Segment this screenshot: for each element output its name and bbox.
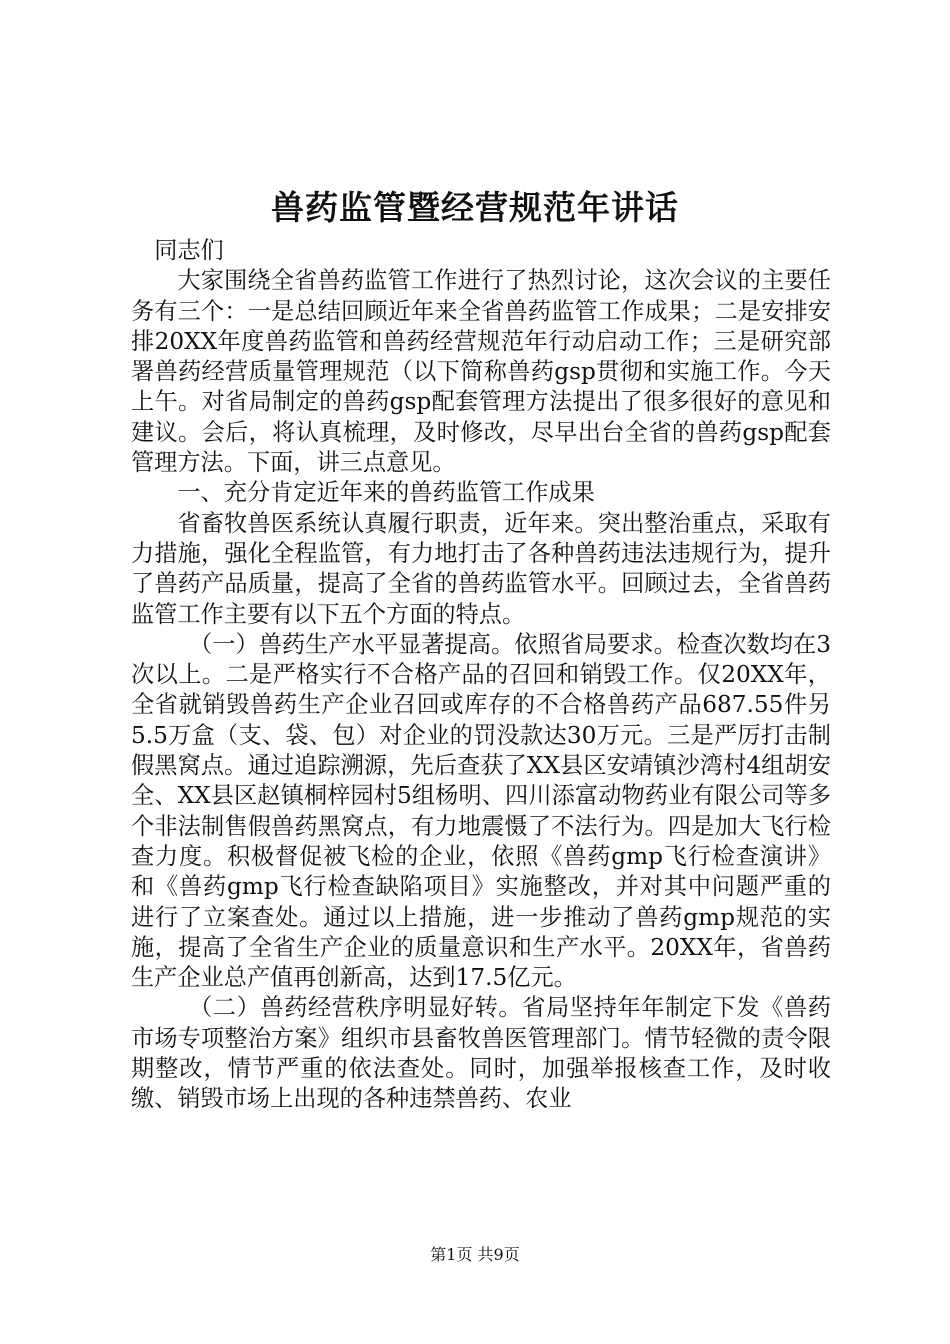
paragraph-subsection-2: （二）兽药经营秩序明显好转。省局坚持年年制定下发《兽药市场专项整治方案》组织市县畜牧兽医管理部门。情节轻微的责令限期整改，情节严重的依法查处。同时，加强举报核查工作，及时收缴、销毁市场上出现的各种违禁兽药、农业 — [131, 994, 831, 1113]
document-title: 兽药监管暨经营规范年讲话 — [271, 188, 679, 227]
document-body — [131, 236, 831, 1115]
paragraph-overview: 省畜牧兽医系统认真履行职责，近年来。突出整治重点，采取有力措施，强化全程监管，有力地打击了各种兽药违法违规行为，提升了兽药产品质量，提高了全省的兽药监管水平。回顾过去，全省兽药监管工作主要有以下五个方面的特点。 — [131, 509, 831, 628]
section-heading-1: 一、充分肯定近年来的兽药监管工作成果 — [177, 479, 595, 507]
salutation: 同志们 — [154, 237, 224, 264]
paragraph-subsection-1: （一）兽药生产水平显著提高。依照省局要求。检查次数均在3次以上。二是严格实行不合格产品的召回和销毁工作。仅20XX年，全省就销毁兽药生产企业召回或库存的不合格兽药产品687.55件另5.5万盒（支、袋、包）对企业的罚没款达30万元。三是严厉打击制假黑窝点。通过追踪溯源，先后查获了XX县区安靖镇沙湾村4组胡安全、XX县区赵镇桐梓园村5组杨明、四川添富动物药业有限公司等多个非法制售假兽药黑窝点，有力地震慑了不法行为。四是加大飞行检查力度。积极督促被飞检的企业，依照《兽药gmp飞行检查演讲》和《兽药gmp飞行检查缺陷项目》实施整改，并对其中问题严重的进行了立案查处。通过以上措施，进一步推动了兽药gmp规范的实施，提高了全省生产企业的质量意识和生产水平。20XX年，省兽药生产企业总产值再创新高，达到17.5亿元。 — [131, 630, 831, 992]
page-footer: 第1页 共9页 — [430, 1245, 520, 1264]
paragraph-intro: 大家围绕全省兽药监管工作进行了热烈讨论，这次会议的主要任务有三个：一是总结回顾近年来全省兽药监管工作成果；二是安排安排20XX年度兽药监管和兽药经营规范年行动启动工作；三是研究部署兽药经营质量管理规范（以下简称兽药gsp贯彻和实施工作。今天上午。对省局制定的兽药gsp配套管理方法提出了很多很好的意见和建议。会后，将认真梳理，及时修改，尽早出台全省的兽药gsp配套管理方法。下面，讲三点意见。 — [131, 267, 831, 477]
